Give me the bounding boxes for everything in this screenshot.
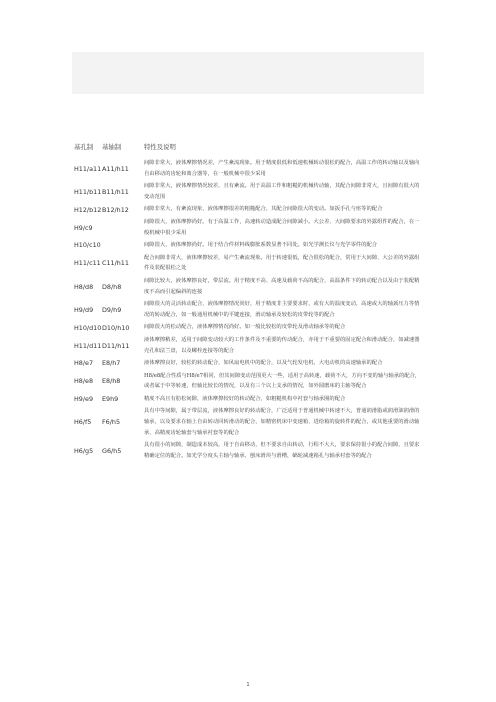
- fit-description: 间隙很大，液体摩擦尚好。用于结合件材料线膨胀系数显著不同处。如光学测长仪与光学零件的配合: [144, 242, 378, 249]
- base-shaft-fit: C11/h11: [102, 259, 129, 268]
- table-row: [74, 335, 424, 356]
- fit-description: 液体摩擦稍差，适用于间隙变动较大的工作条件及不重要的传动配合，亦用于不重要的固定配合和滑动配合，如减速器壳孔和法兰盘，以及螺栓连接等的配合: [144, 336, 420, 354]
- fit-description: 间隙比较大，液体摩擦良好，带层流。用于精度不高、高速及载荷不高的配合，高温条件下的转动配合以及由于装配精度不高而引起偏斜的连接: [144, 277, 420, 295]
- base-shaft-fit: E8/h7: [102, 359, 121, 368]
- table-row: [74, 253, 424, 274]
- base-shaft-fit: D11/h11: [102, 341, 130, 350]
- base-hole-fit: H10/c10: [74, 241, 101, 250]
- base-shaft-fit: B11/h11: [102, 187, 129, 196]
- fit-description: 具有中等间隙，属于带层流，液体摩擦良好的转动配合，广泛适用于普通机械中转速不大，普通润滑脂或润滑油润滑的轴承，以及要求在轴上自由转动回转滑动的配合，如精密机床中变速箱、进给箱的旋转件的配合，或其他重要的滑动轴承，高精度齿轮轴套与轴承衬套等的配合: [144, 408, 420, 436]
- fit-description: 具有很小的间隙，制造成本较高，用于自由移动，但不要求自由转动，行程不大大，要求保持很小的配合间隙，且要求精确定位的配合。如光学分度头主轴与轴承，刨床滑块与滑槽，蜗轮减速箱孔与轴承衬套等的配合: [144, 442, 420, 459]
- fit-description: 间隙很大的灵活转动配合，液体摩擦情况尚好，用于精度非主要要求时，或有大的温度变动，高速或大的轴颈压力等情况的转动配合，如一般通用机械中的平键连接，滑动轴承及较松的皮带轮等的配合: [144, 301, 420, 318]
- table-row: [74, 440, 424, 461]
- fit-description: 间隙非常大，液体摩擦情况差，产生紊流现象。用于精度很低和低速机械转动很松的配合，高温工作的转动轴以及轴向自由移动的齿轮和离合器等，在一般机械中很少采用: [144, 160, 420, 177]
- table-row: [74, 358, 424, 369]
- page-number: 1: [246, 682, 250, 688]
- base-hole-fit: H11/d11: [74, 341, 102, 350]
- base-hole-fit: H8/e7: [74, 359, 94, 368]
- base-hole-fit: H9/d9: [74, 305, 94, 314]
- base-hole-fit: H8/e8: [74, 377, 94, 386]
- base-shaft-fit: E9h9: [102, 395, 119, 404]
- table-row: [74, 299, 424, 320]
- base-hole-fit: H6/f5: [74, 418, 92, 427]
- base-shaft-fit: G6/h5: [102, 446, 122, 455]
- base-shaft-fit: D9/h9: [102, 305, 122, 314]
- base-shaft-fit: D10/h10: [102, 323, 130, 332]
- base-hole-fit: H9/c9: [74, 223, 93, 232]
- base-shaft-fit: D8/h8: [102, 282, 122, 291]
- table-row: [74, 158, 424, 179]
- base-hole-fit: H11/c11: [74, 259, 101, 268]
- table-row: [74, 371, 424, 392]
- fit-table: [74, 140, 424, 461]
- fit-description: 间隙非常大，有紊流现象，液体摩擦很差的粗糙配合，其配合间隙很大的变动。如扳手孔与座等的配合: [144, 206, 383, 213]
- base-shaft-fit: E8/h8: [102, 377, 121, 386]
- fit-description: 配合间隙非常大，液体摩擦较差，易产生紊流现象。用于转速很低，配合很松的配合，常用于大间隙、大公差的外露组件及装配很松之处: [144, 254, 420, 272]
- header-base-shaft: 基轴制: [102, 142, 122, 151]
- base-hole-fit: H12/b12: [74, 205, 102, 214]
- table-row: [74, 240, 424, 251]
- fit-description: 间隙很大，液体摩擦尚好。有于高温工作，高速转动造成配合间隙减小。大公差、大间隙要求的外露组件的配合，在一般机械中很少采用: [144, 218, 420, 236]
- base-hole-fit: H9/e9: [74, 395, 94, 404]
- base-shaft-fit: B12/h12: [102, 205, 129, 214]
- table-row: [74, 217, 424, 238]
- table-row: [74, 406, 424, 438]
- table-row: [74, 322, 424, 333]
- header-banner: [72, 52, 424, 94]
- base-hole-fit: H10/d10: [74, 323, 102, 332]
- table-row: [74, 181, 424, 202]
- base-hole-fit: H11/a11: [74, 164, 102, 173]
- table-body: [74, 158, 424, 461]
- fit-description: 液体摩擦良好，较松的转动配合，如风扇电机中的配合，以及气轮发电机、大电动机的高速轴承的配合: [144, 360, 383, 367]
- header-base-hole: 基孔制: [74, 142, 94, 151]
- table-row: [74, 276, 424, 297]
- base-hole-fit: H11/b11: [74, 187, 102, 196]
- table-row: [74, 204, 424, 215]
- header-description: 特性及说明: [144, 142, 176, 151]
- base-hole-fit: H8/d8: [74, 282, 94, 291]
- fit-description: H8/e8配合性质与H8/e7相同，但其间隙变动范围更大一些，适用于高转速，载荷不大，方向不变的轴与轴承的配合，或者属于中等转速，但轴比较长的情况，以及有三个以上支承的情况，如外圆磨床的主轴等配合: [144, 372, 421, 390]
- base-shaft-fit: A11/h11: [102, 164, 129, 173]
- base-hole-fit: H6/g5: [74, 446, 94, 455]
- table-row: [74, 394, 424, 405]
- fit-description: 精度不高且有肋松间隙，液体摩擦较好的转动配合，如粗糙机构中衬套与轴承圈的配合: [144, 395, 346, 402]
- base-shaft-fit: F6/h5: [102, 418, 121, 427]
- fit-description: 间隙很大的松动配合，液体摩擦情况尚好。如一般比较松的皮带轮及滑动轴承等的配合: [144, 324, 346, 331]
- table-header: [74, 140, 424, 152]
- fit-description: 间隙非常大，液体摩擦情况较差，且有紊流。用于高温工作和粗糙的机械传动轴，其配合间隙非常大，且间隙有很大的变动范围: [144, 183, 420, 200]
